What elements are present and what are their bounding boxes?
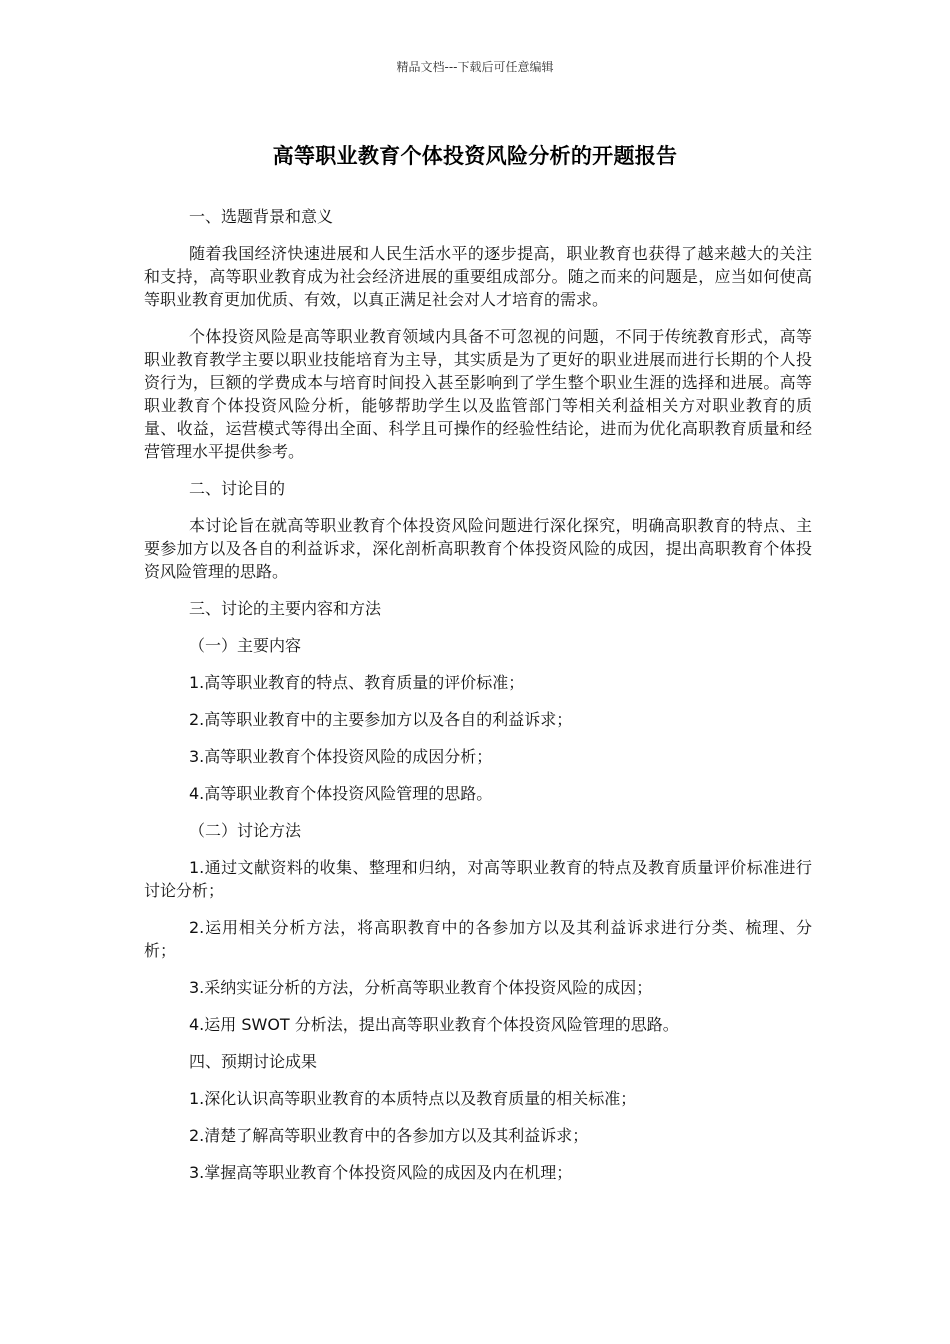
method-item: 3.采纳实证分析的方法，分析高等职业教育个体投资风险的成因； (189, 978, 653, 997)
content-item: 4.高等职业教育个体投资风险管理的思路。 (189, 784, 493, 803)
subheading-main-content: （一）主要内容 (189, 636, 302, 655)
section-heading-background: 一、选题背景和意义 (189, 207, 334, 226)
section-heading-expected-results: 四、预期讨论成果 (189, 1052, 318, 1071)
header-note: 精品文档---下载后可任意编辑 (396, 60, 554, 74)
content-item: 1.高等职业教育的特点、教育质量的评价标准； (189, 673, 525, 692)
document-title: 高等职业教育个体投资风险分析的开题报告 (272, 144, 678, 168)
subheading-methods: （二）讨论方法 (189, 821, 302, 840)
content-item: 2.高等职业教育中的主要参加方以及各自的利益诉求； (189, 710, 573, 729)
paragraph-background-2: 个体投资风险是高等职业教育领域内具备不可忽视的问题，不同于传统教育形式，高等职业教育教学主要以职业技能培育为主导，其实质是为了更好的职业进展而进行长期的个人投资行为，巨额的学费成本与培育时间投入甚至影响到了学生整个职业生涯的选择和进展。高等职业教育个体投资风险分析，能够帮助学生以及监管部门等相关利益相关方对职业教育的质量、收益，运营模式等得出全面、科学且可操作的经验性结论，进而为优化高职教育质量和经营管理水平提供参考。 (144, 327, 812, 461)
method-item: 2.运用相关分析方法，将高职教育中的各参加方以及其利益诉求进行分类、梳理、分析； (144, 918, 812, 960)
result-item: 3.掌握高等职业教育个体投资风险的成因及内在机理； (189, 1163, 573, 1182)
method-item: 1.通过文献资料的收集、整理和归纳，对高等职业教育的特点及教育质量评价标准进行讨论分析； (144, 858, 812, 900)
paragraph-background-1: 随着我国经济快速进展和人民生活水平的逐步提高，职业教育也获得了越来越大的关注和支持，高等职业教育成为社会经济进展的重要组成部分。随之而来的问题是，应当如何使高等职业教育更加优质、有效，以真正满足社会对人才培育的需求。 (144, 244, 812, 309)
result-item: 1.深化认识高等职业教育的本质特点以及教育质量的相关标准； (189, 1089, 637, 1108)
method-item: 4.运用 SWOT 分析法，提出高等职业教育个体投资风险管理的思路。 (189, 1015, 679, 1034)
section-heading-purpose: 二、讨论目的 (189, 479, 286, 498)
document-body (144, 205, 812, 1198)
paragraph-purpose: 本讨论旨在就高等职业教育个体投资风险问题进行深化探究，明确高职教育的特点、主要参加方以及各自的利益诉求，深化剖析高职教育个体投资风险的成因，提出高职教育个体投资风险管理的思路。 (144, 516, 812, 581)
content-item: 3.高等职业教育个体投资风险的成因分析； (189, 747, 493, 766)
section-heading-content-method: 三、讨论的主要内容和方法 (189, 599, 382, 618)
result-item: 2.清楚了解高等职业教育中的各参加方以及其利益诉求； (189, 1126, 589, 1145)
